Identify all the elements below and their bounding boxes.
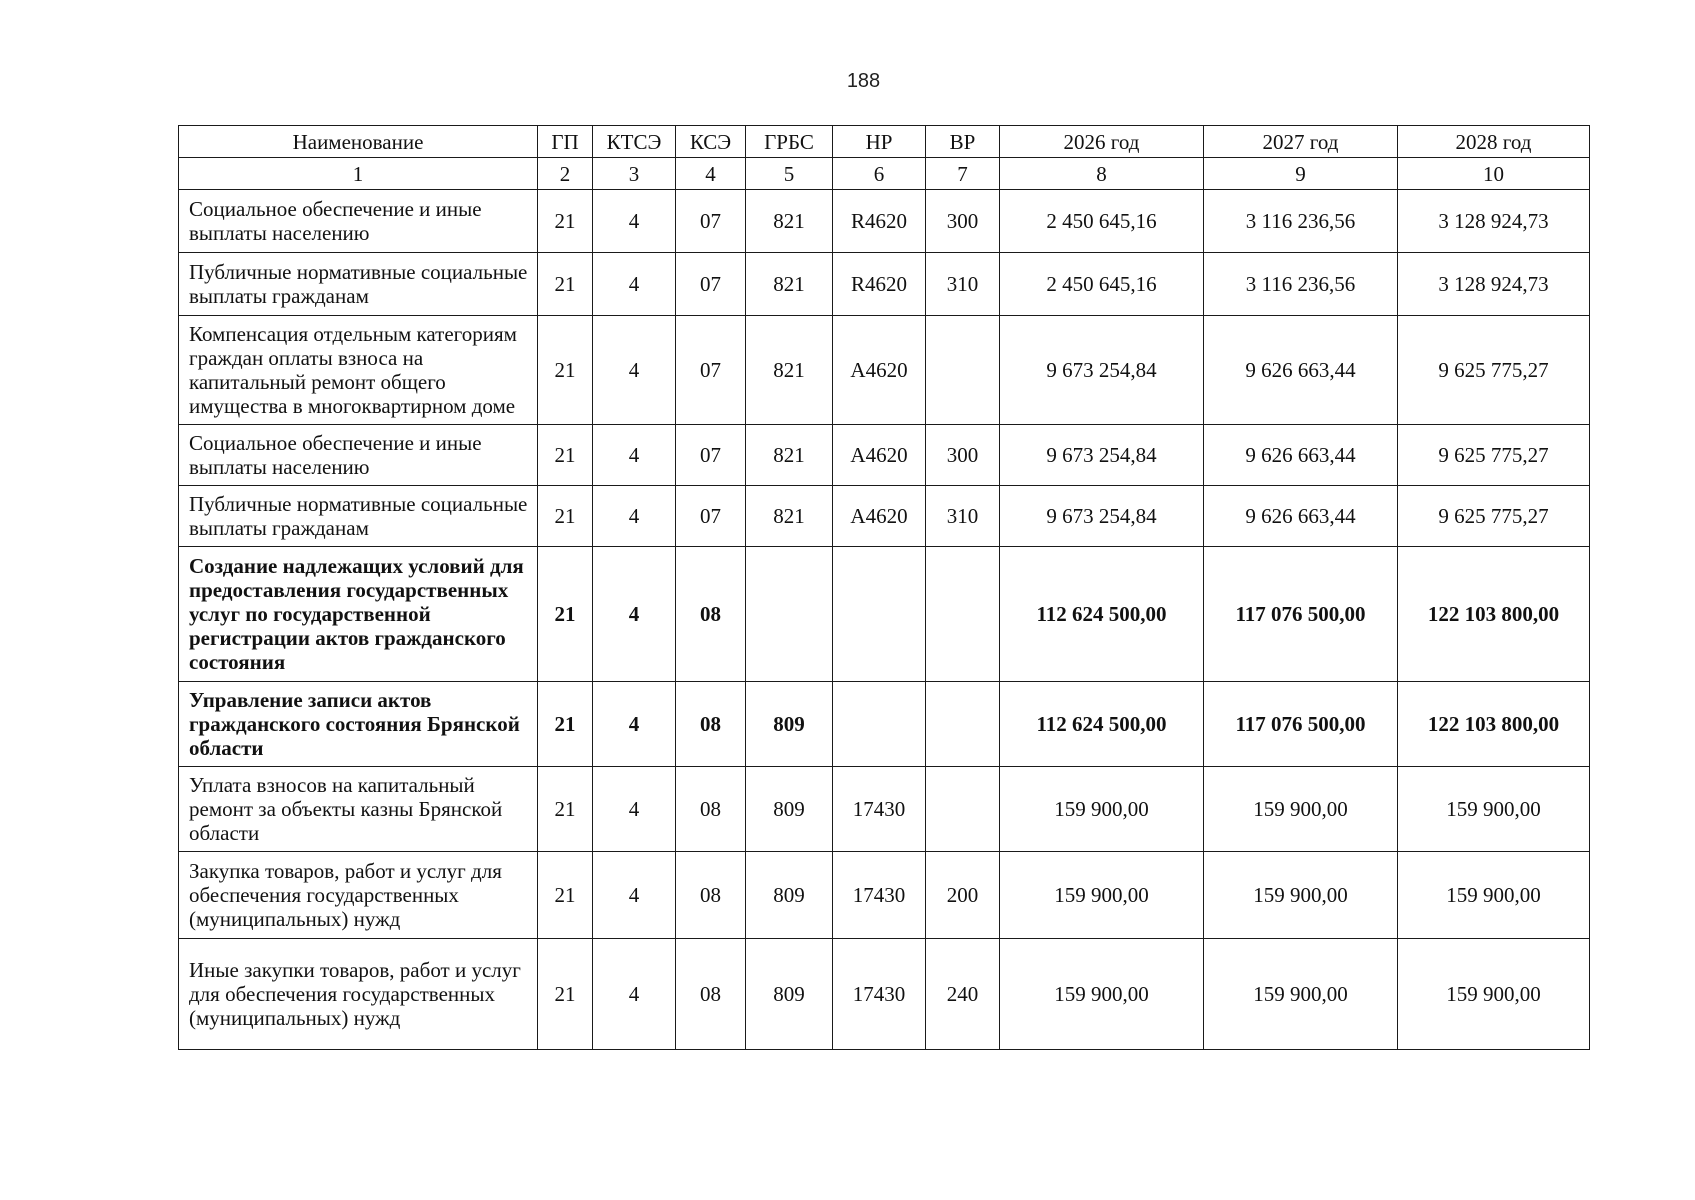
cell-gp: 21 <box>538 316 593 425</box>
cell-year-2028: 9 625 775,27 <box>1398 425 1590 486</box>
cell-vr: 300 <box>926 190 1000 253</box>
cell-grbs: 821 <box>746 425 833 486</box>
page-number: 188 <box>846 70 881 92</box>
cell-vr: 300 <box>926 425 1000 486</box>
cell-vr <box>926 547 1000 682</box>
cell-year-2028: 122 103 800,00 <box>1398 547 1590 682</box>
cell-nr: НР <box>833 126 926 158</box>
cell-vr: 7 <box>926 158 1000 190</box>
cell-gp: 21 <box>538 547 593 682</box>
cell-grbs: 809 <box>746 682 833 767</box>
cell-name: Публичные нормативные социальные выплаты гражданам <box>179 253 538 316</box>
cell-name: Социальное обеспечение и иные выплаты населению <box>179 190 538 253</box>
cell-year-2028: 159 900,00 <box>1398 939 1590 1050</box>
table-row <box>179 767 1590 852</box>
header-row <box>179 126 1590 158</box>
cell-vr: 240 <box>926 939 1000 1050</box>
cell-year-2026: 9 673 254,84 <box>1000 316 1204 425</box>
table-body <box>179 126 1590 1050</box>
cell-kse: 08 <box>676 852 746 939</box>
cell-nr: 17430 <box>833 939 926 1050</box>
cell-name: Создание надлежащих условий для предоставления государственных услуг по государственной регистрации актов гражданского состояния <box>179 547 538 682</box>
cell-grbs: 821 <box>746 253 833 316</box>
budget-table <box>178 125 1590 1050</box>
cell-year-2027: 117 076 500,00 <box>1204 682 1398 767</box>
cell-year-2027: 3 116 236,56 <box>1204 253 1398 316</box>
cell-grbs: 809 <box>746 939 833 1050</box>
cell-vr: ВР <box>926 126 1000 158</box>
cell-year-2027: 9 <box>1204 158 1398 190</box>
cell-ktse: 4 <box>593 547 676 682</box>
cell-name: Закупка товаров, работ и услуг для обеспечения государственных (муниципальных) нужд <box>179 852 538 939</box>
cell-year-2026: 159 900,00 <box>1000 767 1204 852</box>
cell-nr: R4620 <box>833 190 926 253</box>
cell-ktse: 4 <box>593 767 676 852</box>
cell-kse: 4 <box>676 158 746 190</box>
cell-year-2028: 122 103 800,00 <box>1398 682 1590 767</box>
cell-grbs: 809 <box>746 767 833 852</box>
cell-year-2028: 159 900,00 <box>1398 852 1590 939</box>
cell-nr: А4620 <box>833 316 926 425</box>
cell-year-2027: 9 626 663,44 <box>1204 486 1398 547</box>
cell-gp: 21 <box>538 939 593 1050</box>
cell-year-2026: 159 900,00 <box>1000 939 1204 1050</box>
cell-gp: 21 <box>538 767 593 852</box>
cell-gp: 21 <box>538 190 593 253</box>
cell-year-2026: 2 450 645,16 <box>1000 190 1204 253</box>
cell-grbs: 5 <box>746 158 833 190</box>
cell-ktse: 4 <box>593 682 676 767</box>
cell-gp: 21 <box>538 425 593 486</box>
cell-year-2026: 8 <box>1000 158 1204 190</box>
cell-ktse: 4 <box>593 253 676 316</box>
cell-nr: А4620 <box>833 486 926 547</box>
cell-kse: КСЭ <box>676 126 746 158</box>
cell-name: Наименование <box>179 126 538 158</box>
cell-kse: 08 <box>676 767 746 852</box>
cell-name: Компенсация отдельным категориям граждан оплаты взноса на капитальный ремонт общего имущества в многоквартирном доме <box>179 316 538 425</box>
cell-nr: А4620 <box>833 425 926 486</box>
cell-nr <box>833 682 926 767</box>
cell-ktse: 3 <box>593 158 676 190</box>
cell-year-2028: 159 900,00 <box>1398 767 1590 852</box>
cell-kse: 07 <box>676 486 746 547</box>
table-row <box>179 852 1590 939</box>
cell-year-2028: 9 625 775,27 <box>1398 316 1590 425</box>
cell-grbs: 821 <box>746 486 833 547</box>
cell-nr: 6 <box>833 158 926 190</box>
cell-year-2027: 9 626 663,44 <box>1204 425 1398 486</box>
cell-year-2026: 112 624 500,00 <box>1000 682 1204 767</box>
cell-grbs: 821 <box>746 190 833 253</box>
table-row <box>179 425 1590 486</box>
cell-nr: R4620 <box>833 253 926 316</box>
cell-year-2026: 9 673 254,84 <box>1000 486 1204 547</box>
cell-grbs: ГРБС <box>746 126 833 158</box>
table-row <box>179 486 1590 547</box>
table-row <box>179 316 1590 425</box>
cell-ktse: КТСЭ <box>593 126 676 158</box>
cell-vr <box>926 316 1000 425</box>
cell-grbs <box>746 547 833 682</box>
table-row <box>179 682 1590 767</box>
cell-kse: 07 <box>676 316 746 425</box>
cell-grbs: 821 <box>746 316 833 425</box>
cell-year-2028: 9 625 775,27 <box>1398 486 1590 547</box>
cell-nr <box>833 547 926 682</box>
table-row <box>179 190 1590 253</box>
cell-vr <box>926 682 1000 767</box>
cell-gp: 21 <box>538 852 593 939</box>
cell-year-2027: 159 900,00 <box>1204 852 1398 939</box>
cell-year-2028: 2028 год <box>1398 126 1590 158</box>
cell-vr: 310 <box>926 486 1000 547</box>
cell-name: Социальное обеспечение и иные выплаты населению <box>179 425 538 486</box>
cell-vr: 310 <box>926 253 1000 316</box>
cell-year-2026: 2026 год <box>1000 126 1204 158</box>
cell-kse: 07 <box>676 425 746 486</box>
cell-gp: ГП <box>538 126 593 158</box>
cell-gp: 21 <box>538 253 593 316</box>
cell-year-2027: 9 626 663,44 <box>1204 316 1398 425</box>
cell-ktse: 4 <box>593 486 676 547</box>
cell-ktse: 4 <box>593 425 676 486</box>
cell-grbs: 809 <box>746 852 833 939</box>
cell-kse: 08 <box>676 547 746 682</box>
cell-ktse: 4 <box>593 190 676 253</box>
cell-year-2026: 112 624 500,00 <box>1000 547 1204 682</box>
cell-gp: 21 <box>538 682 593 767</box>
cell-year-2027: 2027 год <box>1204 126 1398 158</box>
column-number-row <box>179 158 1590 190</box>
table-row <box>179 547 1590 682</box>
cell-year-2027: 117 076 500,00 <box>1204 547 1398 682</box>
cell-name: Управление записи актов гражданского состояния Брянской области <box>179 682 538 767</box>
cell-year-2027: 159 900,00 <box>1204 767 1398 852</box>
cell-kse: 07 <box>676 253 746 316</box>
cell-year-2028: 3 128 924,73 <box>1398 253 1590 316</box>
cell-year-2027: 159 900,00 <box>1204 939 1398 1050</box>
cell-vr: 200 <box>926 852 1000 939</box>
cell-gp: 21 <box>538 486 593 547</box>
cell-year-2026: 9 673 254,84 <box>1000 425 1204 486</box>
table-row <box>179 939 1590 1050</box>
cell-kse: 08 <box>676 682 746 767</box>
cell-kse: 08 <box>676 939 746 1050</box>
cell-kse: 07 <box>676 190 746 253</box>
cell-year-2026: 2 450 645,16 <box>1000 253 1204 316</box>
cell-name: Иные закупки товаров, работ и услуг для обеспечения государственных (муниципальных) нужд <box>179 939 538 1050</box>
cell-year-2027: 3 116 236,56 <box>1204 190 1398 253</box>
cell-ktse: 4 <box>593 939 676 1050</box>
cell-nr: 17430 <box>833 852 926 939</box>
cell-nr: 17430 <box>833 767 926 852</box>
cell-ktse: 4 <box>593 852 676 939</box>
cell-vr <box>926 767 1000 852</box>
cell-year-2026: 159 900,00 <box>1000 852 1204 939</box>
cell-year-2028: 10 <box>1398 158 1590 190</box>
cell-name: Уплата взносов на капитальный ремонт за объекты казны Брянской области <box>179 767 538 852</box>
cell-year-2028: 3 128 924,73 <box>1398 190 1590 253</box>
cell-name: Публичные нормативные социальные выплаты гражданам <box>179 486 538 547</box>
cell-name: 1 <box>179 158 538 190</box>
cell-ktse: 4 <box>593 316 676 425</box>
table-row <box>179 253 1590 316</box>
cell-gp: 2 <box>538 158 593 190</box>
